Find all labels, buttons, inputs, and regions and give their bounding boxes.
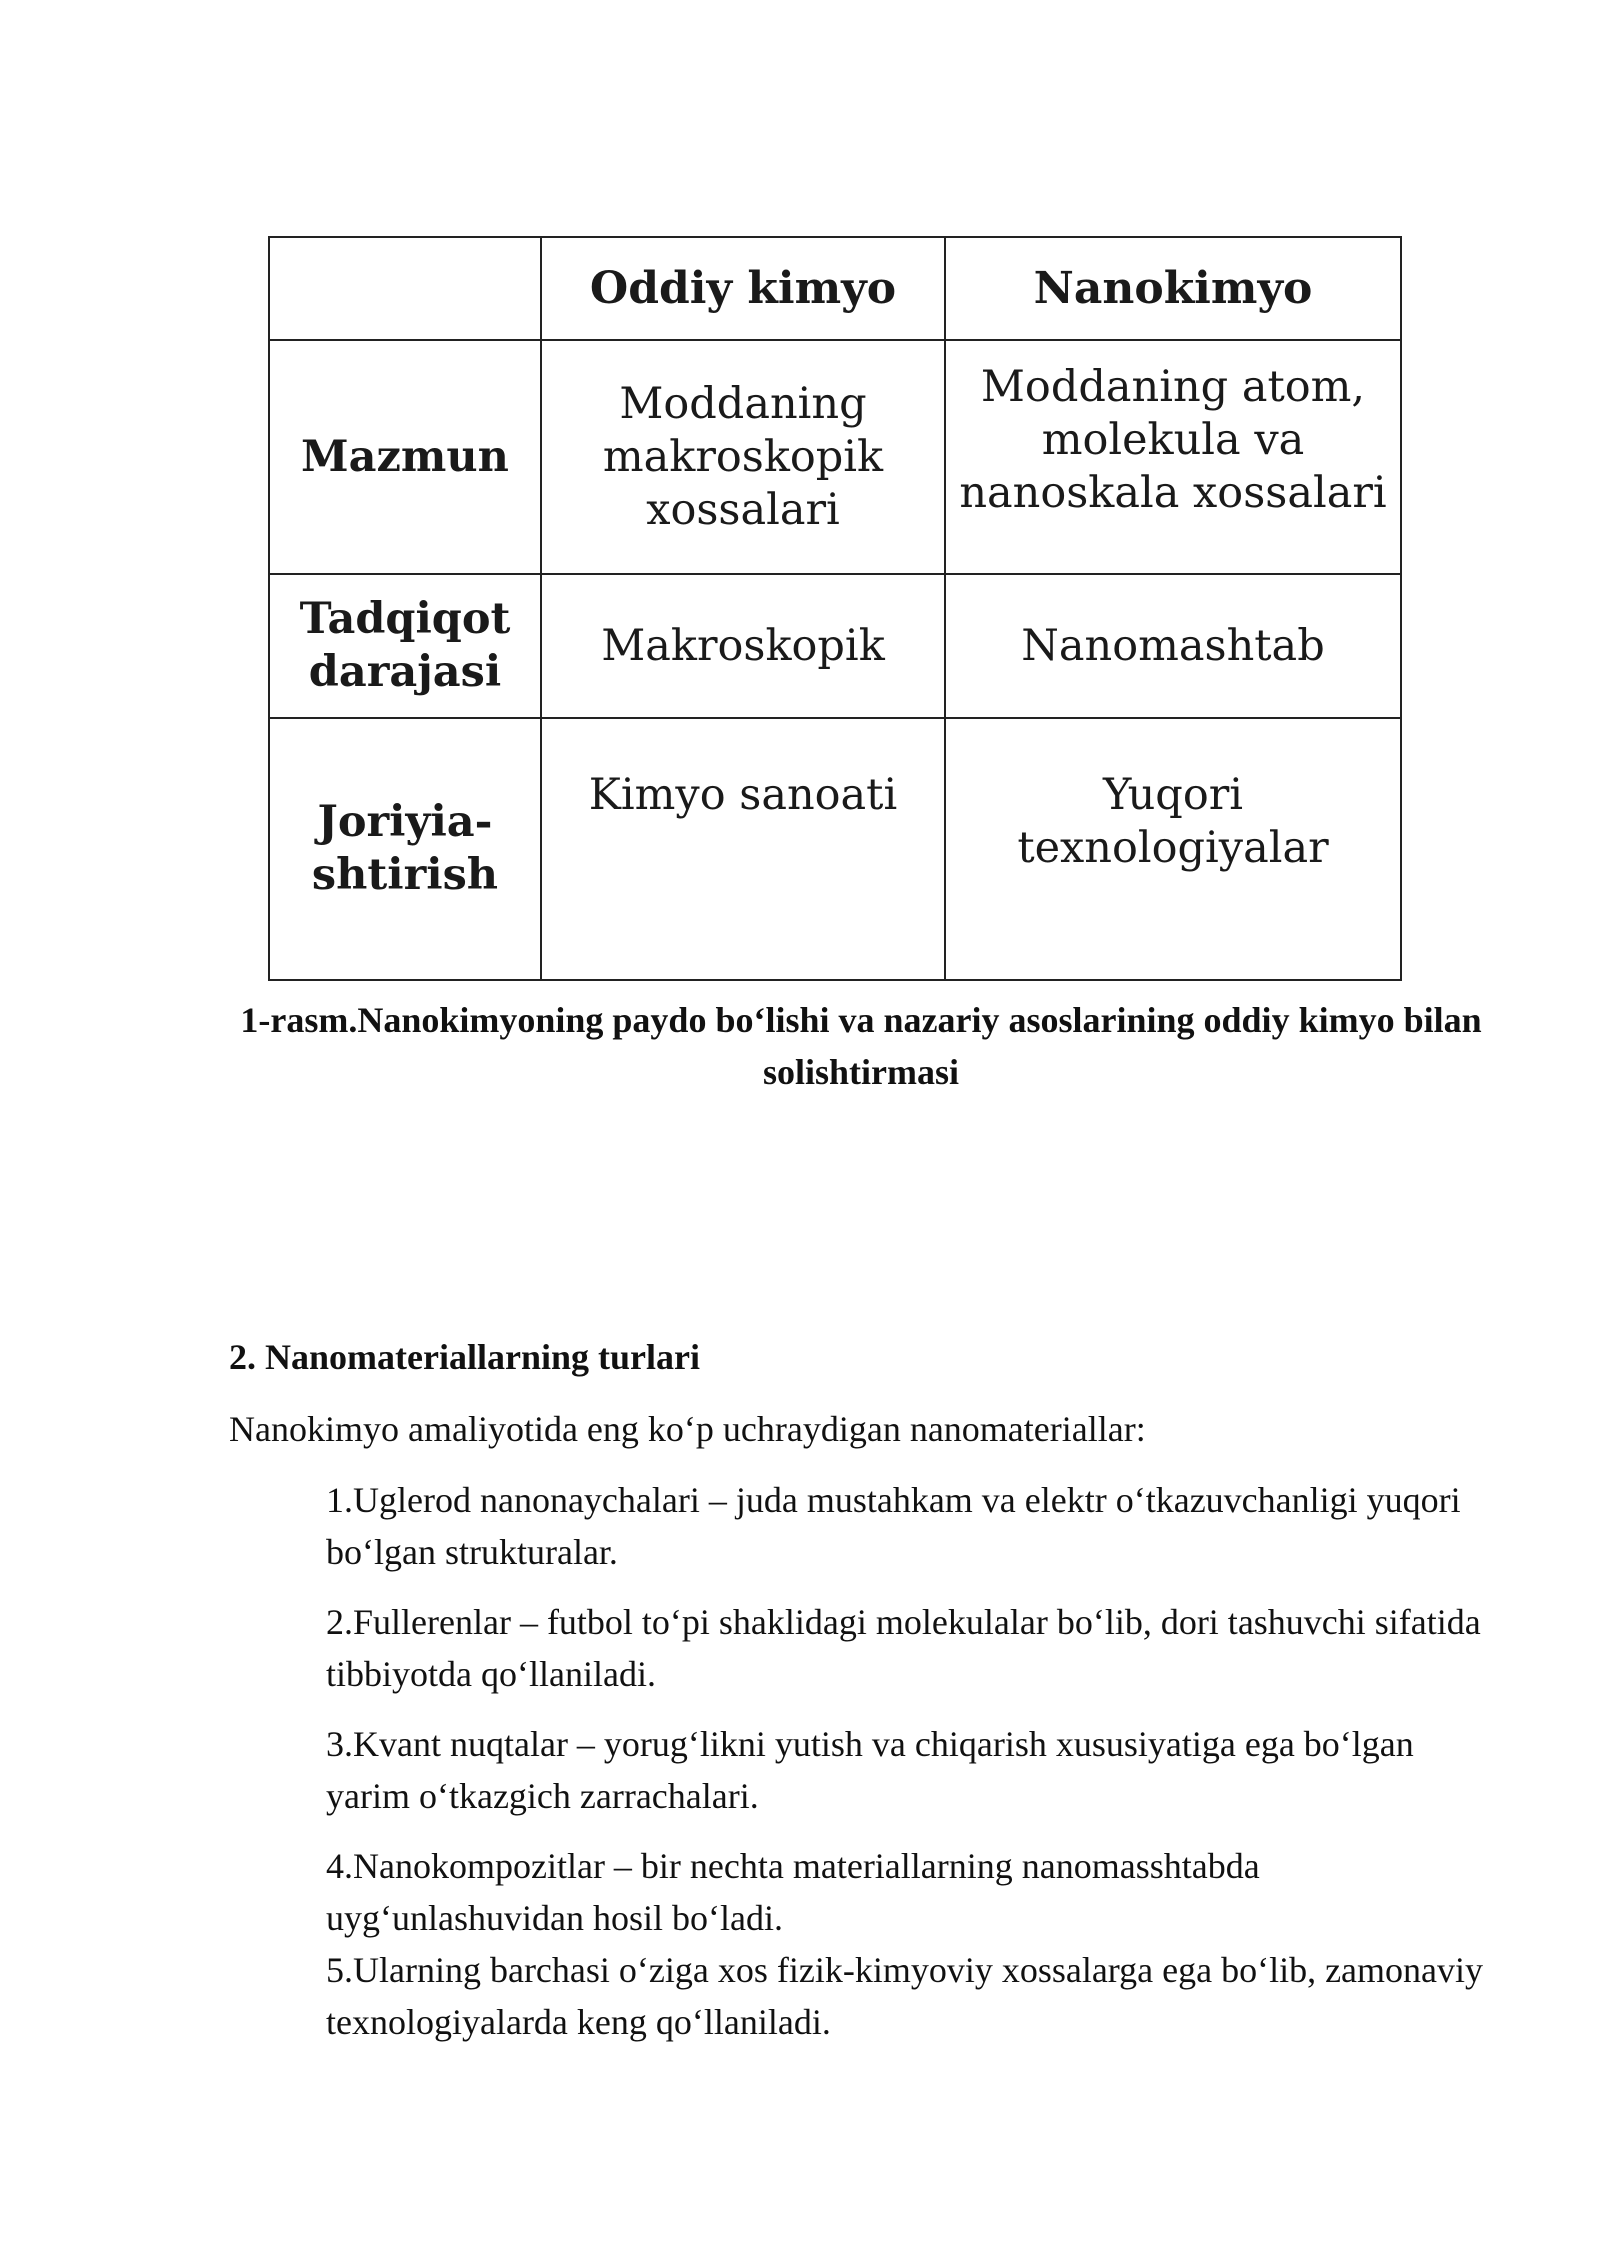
row-label-tadqiqot-darajasi: Tadqiqot darajasi (269, 574, 541, 718)
comparison-table (268, 236, 1402, 981)
cell-oddiy-mazmun: Moddaning makroskopik xossalari (541, 340, 945, 574)
table-row (269, 574, 1401, 718)
section-title: 2. Nanomateriallarning turlari (229, 1337, 700, 1377)
cell-nano-tadqiqot: Nanomashtab (945, 574, 1401, 718)
table-row (269, 340, 1401, 574)
table-header-empty (269, 237, 541, 340)
row-label-mazmun: Mazmun (269, 340, 541, 574)
nanomaterials-list (326, 1474, 1506, 2066)
figure-caption: 1-rasm.Nanokimyoning paydo bo‘lishi va nazariy asoslarining oddiy kimyo bilan solishtirmasi (240, 1000, 1482, 1092)
list-item: 3.Kvant nuqtalar – yorug‘likni yutish va chiqarish xususiyatiga ega bo‘lgan yarim o‘tkazgich zarrachalari. (326, 1724, 1414, 1816)
cell-oddiy-tadqiqot: Makroskopik (541, 574, 945, 718)
list-item: 5.Ularning barchasi o‘ziga xos fizik-kimyoviy xossalarga ega bo‘lib, zamonaviy texnologiyalarda keng qo‘llaniladi. (326, 1950, 1484, 2042)
row-label-joriyia-shtirish: Joriyia-shtirish (269, 718, 541, 980)
list-item: 1.Uglerod nanonaychalari – juda mustahkam va elektr o‘tkazuvchanligi yuqori bo‘lgan strukturalar. (326, 1480, 1461, 1572)
table-row (269, 718, 1401, 980)
list-item: 2.Fullerenlar – futbol to‘pi shaklidagi molekulalar bo‘lib, dori tashuvchi sifatida tibbiyotda qo‘llaniladi. (326, 1602, 1481, 1694)
cell-nano-mazmun: Moddaning atom, molekula va nanoskala xossalari (945, 340, 1401, 574)
section-intro: Nanokimyo amaliyotida eng ko‘p uchraydigan nanomateriallar: (229, 1409, 1146, 1449)
table-header-oddiy-kimyo: Oddiy kimyo (541, 237, 945, 340)
table-header-row (269, 237, 1401, 340)
table-header-nanokimyo: Nanokimyo (945, 237, 1401, 340)
cell-oddiy-joriyia: Kimyo sanoati (541, 718, 945, 980)
cell-nano-joriyia: Yuqori texnologiyalar (945, 718, 1401, 980)
list-item: 4.Nanokompozitlar – bir nechta materiallarning nanomasshtabda uyg‘unlashuvidan hosil bo‘ladi. (326, 1846, 1260, 1938)
